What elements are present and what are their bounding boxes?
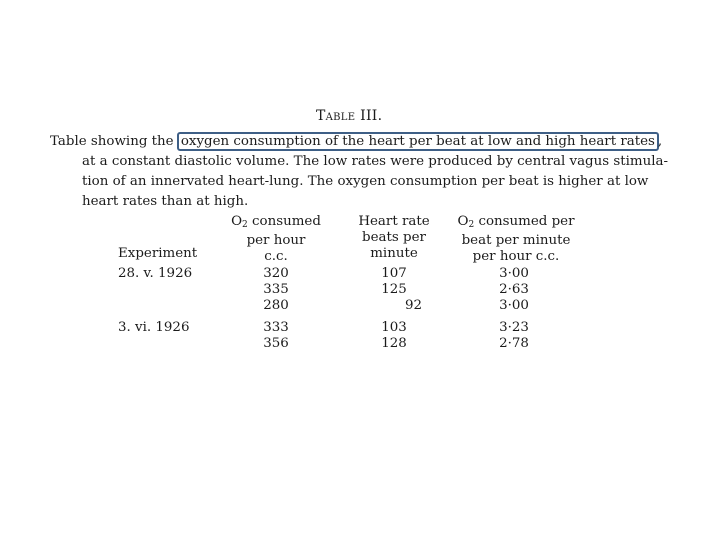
o2-subscript: 2 bbox=[242, 220, 248, 230]
header-heart-rate-line1: Heart rate bbox=[358, 214, 430, 229]
table-cell-experiment: 28. v. 1926 bbox=[118, 266, 193, 281]
header-o2-per-beat-line3: per hour c.c. bbox=[472, 249, 560, 264]
table-cell-o2-beat: 3·00 bbox=[499, 266, 529, 281]
o2-symbol: O bbox=[457, 214, 469, 229]
o2-symbol: O bbox=[231, 214, 243, 229]
caption-lead: Table showing the bbox=[50, 134, 174, 149]
table-caption bbox=[50, 132, 670, 212]
caption-line-3: tion of an innervated heart-lung. The oxygen consumption per beat is higher at low bbox=[82, 174, 649, 189]
table-cell-rate: 103 bbox=[381, 320, 407, 335]
table-cell-rate: 128 bbox=[381, 336, 407, 351]
table-cell-o2-hour: 280 bbox=[263, 298, 289, 313]
o2-consumed-per-word: consumed per bbox=[474, 214, 575, 229]
table-cell-o2-beat: 3·00 bbox=[499, 298, 529, 313]
table-cell-o2-beat: 2·78 bbox=[499, 336, 529, 351]
o2-subscript: 2 bbox=[468, 220, 475, 230]
table-cell-o2-beat: 3·23 bbox=[499, 320, 529, 335]
header-o2-per-beat bbox=[448, 214, 584, 265]
caption-comma: , bbox=[657, 134, 663, 149]
header-o2-per-hour-line2: per hour bbox=[246, 233, 306, 248]
caption-line-4: heart rates than at high. bbox=[82, 194, 249, 209]
table-cell-o2-hour: 356 bbox=[263, 336, 289, 351]
o2-consumed-word: consumed bbox=[247, 214, 321, 229]
highlighted-phrase[interactable]: oxygen consumption of the heart per beat at low and high heart rates bbox=[177, 132, 659, 151]
table-cell-o2-beat: 2·63 bbox=[499, 282, 529, 297]
header-o2-per-beat-line2: beat per minute bbox=[461, 233, 571, 248]
table-cell-rate: 92 bbox=[404, 298, 422, 313]
header-o2-per-hour bbox=[218, 214, 334, 265]
table-cell-o2-hour: 320 bbox=[263, 266, 289, 281]
table-cell-o2-hour: 333 bbox=[263, 320, 289, 335]
table-cell-rate: 125 bbox=[381, 282, 407, 297]
table-title-numeral: III. bbox=[360, 108, 383, 124]
table-cell-experiment: 3. vi. 1926 bbox=[118, 320, 190, 335]
header-heart-rate bbox=[344, 214, 444, 262]
header-heart-rate-line2: beats per bbox=[362, 230, 426, 245]
caption-line-1 bbox=[50, 132, 670, 152]
table-cell-rate: 107 bbox=[381, 266, 407, 281]
caption-line-2: at a constant diastolic volume. The low rates were produced by central vagus stimula- bbox=[82, 154, 669, 169]
header-heart-rate-line3: minute bbox=[370, 246, 418, 261]
table-cell-o2-hour: 335 bbox=[263, 282, 289, 297]
header-o2-per-hour-line3: c.c. bbox=[264, 249, 288, 264]
header-o2-per-hour-line1 bbox=[218, 214, 334, 233]
header-experiment: Experiment bbox=[118, 246, 198, 261]
header-o2-per-beat-line1 bbox=[448, 214, 584, 233]
table-title bbox=[316, 108, 382, 124]
table-title-word: Table bbox=[316, 108, 356, 124]
